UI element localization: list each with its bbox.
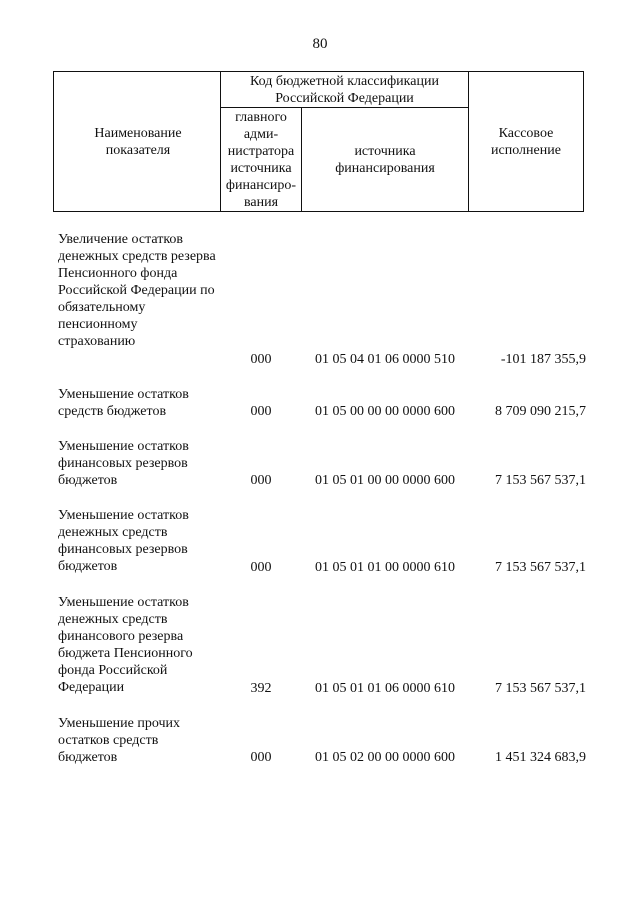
row-name: Уменьшение остатков денежных средств финансового резерва бюджета Пенсионного фонда Российской Федерации	[58, 595, 193, 695]
row-name: Уменьшение прочих остатков средств бюджетов	[58, 716, 180, 765]
row-source-code: 01 05 00 00 00 0000 600	[315, 404, 455, 419]
header-execution: Кассовое исполнение	[491, 125, 561, 158]
row-amount: 7 153 567 537,1	[495, 473, 586, 488]
row-amount: -101 187 355,9	[500, 352, 586, 367]
row-admin-code: 000	[250, 404, 272, 419]
row-name: Увеличение остатков денежных средств резерва Пенсионного фонда Российской Федерации по обязательному пенсионному страхованию	[58, 232, 216, 349]
row-source-code: 01 05 01 00 00 0000 600	[315, 473, 455, 488]
header-source: источника финансирования	[335, 143, 435, 176]
row-source-code: 01 05 04 01 06 0000 510	[315, 352, 455, 367]
row-amount: 7 153 567 537,1	[495, 560, 586, 575]
row-name: Уменьшение остатков финансовых резервов бюджетов	[58, 439, 189, 488]
header-admin-line: источника	[230, 160, 292, 176]
header-admin-line: финансиро-	[225, 177, 297, 193]
row-amount: 7 153 567 537,1	[495, 681, 586, 696]
row-admin-code: 000	[250, 560, 272, 575]
row-amount: 8 709 090 215,7	[495, 404, 586, 419]
header-admin-line: адми-	[243, 126, 279, 142]
header-admin	[221, 108, 301, 211]
header-classification-code: Код бюджетной классификации Российской Федерации	[250, 73, 439, 106]
row-admin-code: 000	[250, 750, 272, 765]
header-admin-line: вания	[243, 194, 279, 210]
header-admin-line: главного	[235, 109, 287, 125]
row-admin-code: 000	[250, 352, 272, 367]
row-admin-code: 392	[250, 681, 272, 696]
row-source-code: 01 05 01 01 00 0000 610	[315, 560, 455, 575]
row-source-code: 01 05 02 00 00 0000 600	[315, 750, 455, 765]
header-admin-line: нистратора	[227, 143, 295, 159]
header-indicator: Наименование показателя	[94, 125, 182, 158]
row-admin-code: 000	[250, 473, 272, 488]
row-source-code: 01 05 01 01 06 0000 610	[315, 681, 455, 696]
page-number: 80	[312, 36, 328, 52]
row-name: Уменьшение остатков денежных средств финансовых резервов бюджетов	[58, 508, 189, 574]
row-name: Уменьшение остатков средств бюджетов	[58, 387, 189, 419]
row-amount: 1 451 324 683,9	[495, 750, 586, 765]
